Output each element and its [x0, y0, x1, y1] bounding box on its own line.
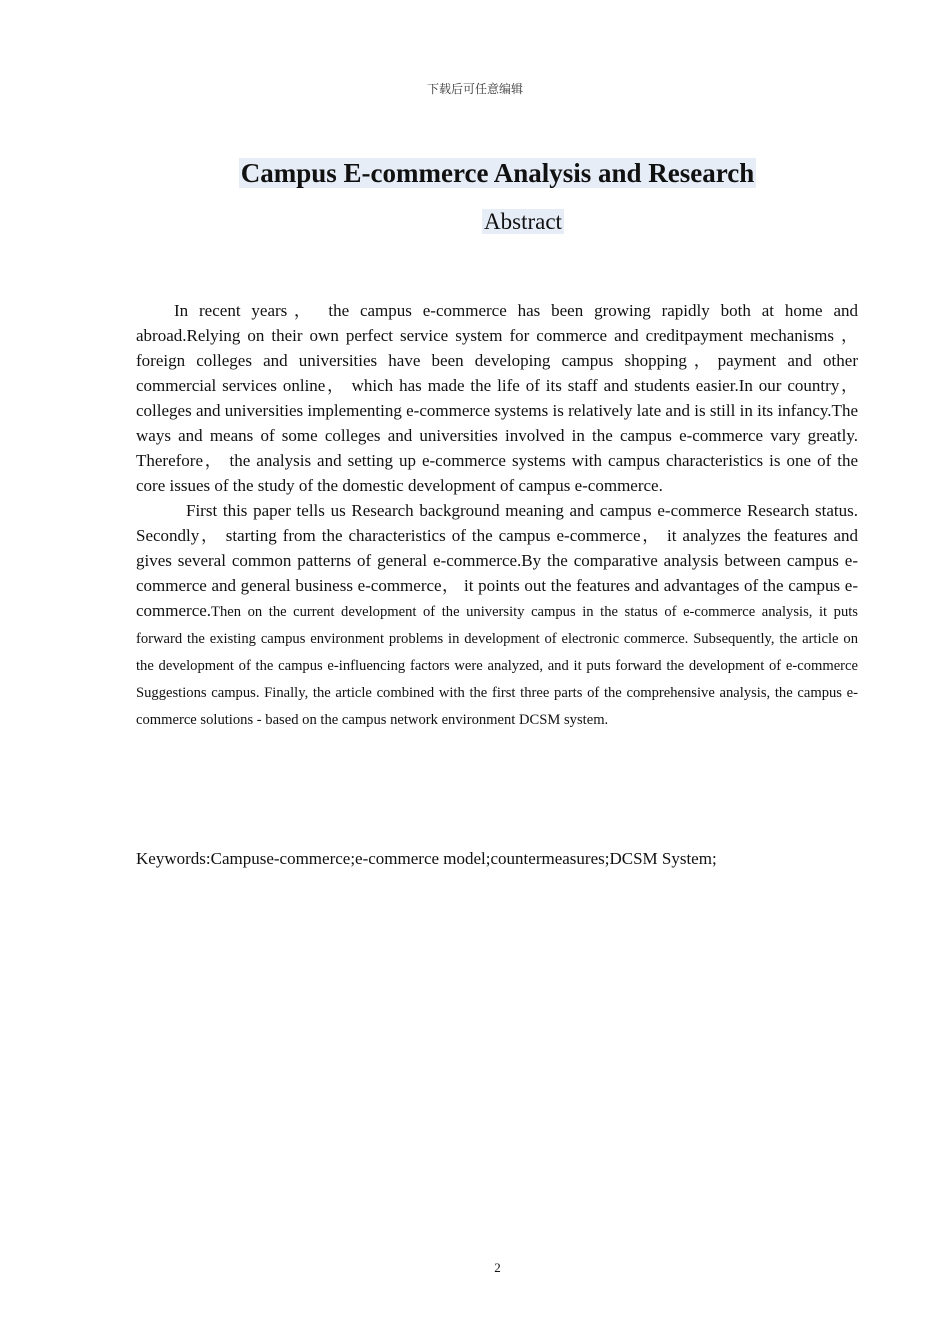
- keywords-line: Keywords:Campuse-commerce;e-commerce model;countermeasures;DCSM System;: [136, 849, 717, 868]
- abstract-heading-text: Abstract: [484, 209, 562, 234]
- paper-title-text: Campus E-commerce Analysis and Research: [240, 158, 755, 188]
- abstract-paragraph-1: In recent years， the campus e-commerce has been growing rapidly both at home and abroad.Relying on their own perfect service system for commerce and creditpayment mechanisms ， foreign colleges and universities have been developing campus shopping，payment and other commercial services online， which has made the life of its staff and students easier.In our country， colleges and universities implementing e-commerce systems is relatively late and is still in its infancy.The ways and means of some colleges and universities involved in the campus e-commerce vary greatly. Therefore， the analysis and setting up e-commerce systems with campus characteristics is one of the core issues of the study of the domestic development of campus e-commerce.: [136, 301, 858, 495]
- page-number: 2: [494, 1260, 501, 1275]
- abstract-paragraph-2-small: Then on the current development of the university campus in the status of e-commerce analysis, it puts forward the existing campus environment problems in development of electronic commerce. Subsequently, the article on the development of the campus e-influencing factors were analyzed, and it puts forward the development of e-commerce Suggestions campus. Finally, the article combined with the first three parts of the comprehensive analysis, the campus e-commerce solutions - based on the campus network environment DCSM system.: [136, 604, 858, 728]
- abstract-body: [136, 298, 858, 733]
- paper-title: [0, 156, 950, 190]
- abstract-paragraph-2: [136, 498, 858, 733]
- abstract-heading: [0, 208, 950, 236]
- header-note: 下载后可任意编辑: [426, 82, 523, 96]
- abstract-paragraph-2-main: First this paper tells us Research background meaning and campus e-commerce Research status. Secondly， starting from the characteristics of the campus e-commerce， it analyzes the features and gives several common patterns of general e-commerce.By the comparative analysis between campus e-commerce and general business e-commerce， it points out the features and advantages of the campus e-commerce.: [136, 501, 858, 620]
